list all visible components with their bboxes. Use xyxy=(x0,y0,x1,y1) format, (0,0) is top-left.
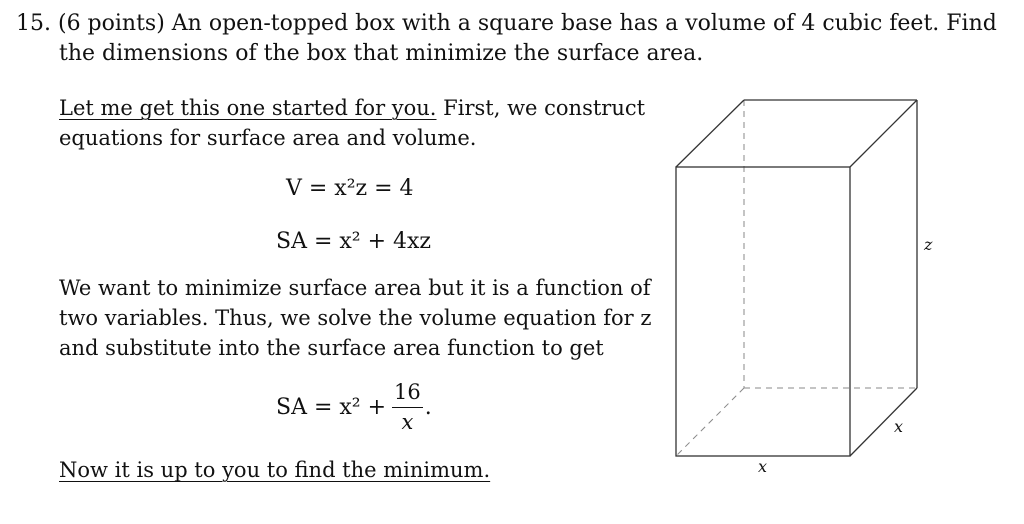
fraction-numerator: 16 xyxy=(392,380,423,408)
bottom-right-edge xyxy=(850,388,917,456)
middle-line-2: two variables. Thus, we solve the volume equation for z xyxy=(59,306,652,330)
top-left-edge xyxy=(676,100,744,167)
volume-equation: V = x²z = 4 xyxy=(286,176,414,201)
problem-statement-line-2: the dimensions of the box that minimize the surface area. xyxy=(59,41,704,66)
fraction-denominator: x xyxy=(401,410,414,434)
intro-line-1 xyxy=(59,93,659,123)
closing-line xyxy=(59,455,659,485)
equation-period: . xyxy=(424,394,432,420)
problem-statement-line-1: 15. (6 points) An open-topped box with a square base has a volume of 4 cubic feet. Find xyxy=(16,11,997,36)
box-diagram xyxy=(660,90,960,490)
fraction xyxy=(392,380,423,434)
height-label: z xyxy=(924,235,933,254)
surface-area-equation: SA = x² + 4xz xyxy=(276,229,432,254)
hidden-left-bottom-edge xyxy=(676,388,744,456)
middle-line-1: We want to minimize surface area but it is a function of xyxy=(59,276,651,300)
visible-edges xyxy=(676,100,917,456)
substituted-lhs: SA = x² + xyxy=(276,394,387,420)
top-right-edge xyxy=(850,100,917,167)
middle-line-3: and substitute into the surface area function to get xyxy=(59,336,604,360)
intro-rest-text: First, we construct xyxy=(436,96,646,120)
intro-line-2: equations for surface area and volume. xyxy=(59,126,477,150)
width-label: x xyxy=(758,457,768,476)
depth-label: x xyxy=(894,417,904,436)
hidden-edges xyxy=(676,100,917,456)
front-face xyxy=(676,167,850,456)
closing-underlined-text: Now it is up to you to find the minimum. xyxy=(59,458,491,482)
substituted-surface-area-equation xyxy=(276,380,432,434)
intro-underlined-text: Let me get this one started for you. xyxy=(59,96,437,120)
